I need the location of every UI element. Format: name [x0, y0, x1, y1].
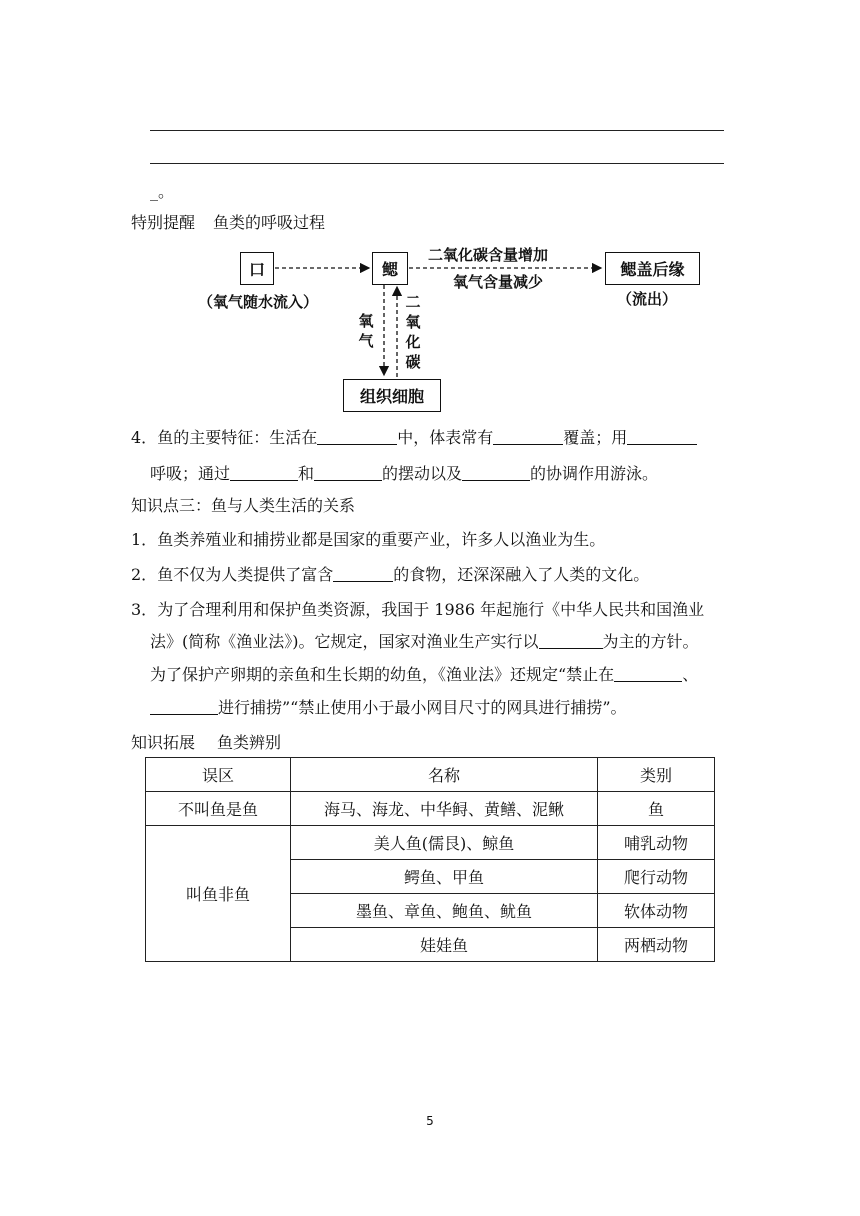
o2-decrease-label: 氧气含量减少 [453, 273, 544, 291]
tip-title: 鱼类的呼吸过程 [213, 213, 326, 232]
co2-label: 二氧化碳 [405, 293, 421, 371]
table-header-row [146, 758, 715, 792]
table-row: 墨鱼、章鱼、鲍鱼、鱿鱼 软体动物 [146, 894, 715, 928]
mouth-box: 口 [240, 252, 274, 285]
header-category: 类别 [598, 758, 715, 792]
point-3-line-4: 进行捕捞”“禁止使用小于最小网目尺寸的网具进行捕捞”。 [150, 698, 627, 718]
p2-blank[interactable] [333, 565, 393, 582]
point-3-line-1: 3．为了合理利用和保护鱼类资源，我国于 1986 年起施行《中华人民共和国渔业 [131, 600, 705, 619]
q4-line-1: 4．鱼的主要特征：生活在 中，体表常有 覆盖；用 [131, 428, 697, 448]
group-area-cell: 叫鱼非鱼 [146, 826, 291, 962]
fish-identification-table [145, 757, 715, 962]
q4-blank-4[interactable] [230, 464, 298, 481]
section-3-title: 知识点三：鱼与人类生活的关系 [131, 496, 356, 515]
header-misconception: 误区 [146, 758, 291, 792]
header-name: 名称 [291, 758, 598, 792]
gill-box: 鳃 [372, 252, 408, 285]
q4-blank-2[interactable] [493, 428, 563, 445]
p3-blank-2[interactable] [614, 665, 682, 682]
tip-label: 特别提醒 [131, 213, 196, 232]
q4-blank-3[interactable] [627, 428, 697, 445]
q4-line-2: 呼吸；通过 和 的摆动以及 的协调作用游泳。 [150, 464, 659, 483]
table-row: 鳄鱼、甲鱼 爬行动物 [146, 860, 715, 894]
respiration-diagram [0, 0, 860, 420]
oxygen-label: 氧气 [358, 312, 374, 350]
p3-blank-3[interactable] [150, 698, 218, 715]
operculum-note: （流出） [617, 290, 678, 308]
table-row: 叫鱼非鱼 美人鱼(儒艮)、鲸鱼 哺乳动物 [146, 826, 715, 860]
table-row: 不叫鱼是鱼 海马、海龙、中华鲟、黄鳝、泥鳅 鱼 [146, 792, 715, 826]
q4-blank-1[interactable] [317, 428, 397, 445]
point-1: 1．鱼类养殖业和捕捞业都是国家的重要产业，许多人以渔业为生。 [131, 530, 606, 549]
mouth-note: （氧气随水流入） [198, 293, 319, 311]
table-row: 娃娃鱼 两栖动物 [146, 928, 715, 962]
q4-blank-5[interactable] [314, 464, 382, 481]
point-3-line-2: 法》(简称《渔业法》)。它规定，国家对渔业生产实行以 为主的方针。 [150, 632, 699, 651]
tissue-box: 组织细胞 [343, 379, 441, 412]
page-number: 5 [426, 1114, 434, 1128]
co2-increase-label: 二氧化碳含量增加 [428, 246, 549, 264]
operculum-box: 鳃盖后缘 [605, 252, 700, 285]
q4-blank-6[interactable] [462, 464, 530, 481]
point-3-line-3: 为了保护产卵期的亲鱼和生长期的幼鱼，《渔业法》还规定“禁止在 、 [150, 665, 699, 684]
point-2: 2．鱼不仅为人类提供了富含 的食物，还深深融入了人类的文化。 [131, 565, 650, 584]
expand-heading: 知识拓展 鱼类辨别 [131, 733, 282, 752]
p3-blank-1[interactable] [539, 632, 603, 649]
answer-line-end: _。 [150, 182, 175, 201]
